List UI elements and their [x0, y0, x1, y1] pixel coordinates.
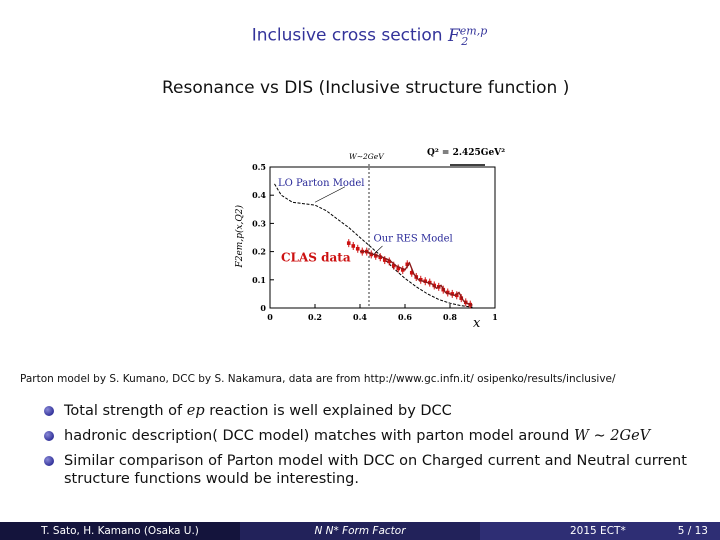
bullet-math: W ∼ 2GeV: [574, 428, 651, 444]
clas-data-point: [351, 244, 355, 248]
x-tick-label: 0.4: [353, 312, 367, 322]
clas-data-label: CLAS data: [281, 250, 351, 265]
slide-title-sup: em,p: [459, 24, 488, 37]
bullet-dot-icon: [44, 431, 54, 441]
clas-data-point: [356, 247, 360, 251]
bullet-math: ep: [186, 403, 205, 419]
x-tick-label: 0.6: [398, 312, 412, 322]
slide-footnote: Parton model by S. Kumano, DCC by S. Nakamura, data are from http://www.gc.infn.it/ osipenko/results/inclusive/: [20, 373, 616, 385]
footer-right: [480, 522, 720, 540]
bullet-text-post: reaction is well explained by DCC: [204, 403, 452, 419]
x-tick-label: 0: [267, 312, 273, 322]
bullet-list: [44, 402, 694, 495]
slide-title-symbol: [447, 24, 488, 49]
footer-page-number: 5 / 13: [677, 525, 708, 537]
y-tick-label: 0.5: [252, 162, 266, 172]
bullet-item: [44, 402, 694, 420]
bullet-dot-icon: [44, 406, 54, 416]
w-marker-label: W∼2GeV: [349, 152, 384, 161]
slide-footer: [0, 522, 720, 540]
structure-function-chart: [215, 140, 535, 340]
slide-title: [0, 24, 720, 48]
y-tick-label: 0: [260, 303, 266, 313]
footer-event: 2015 ECT*: [570, 525, 626, 537]
parton-model-label: LO Parton Model: [278, 177, 365, 189]
y-tick-label: 0.4: [252, 190, 266, 201]
slide-title-text: Inclusive cross section: [251, 25, 443, 46]
bullet-item: [44, 452, 694, 488]
slide-title-F: F: [447, 25, 460, 46]
footer-authors: T. Sato, H. Kamano (Osaka U.): [0, 522, 240, 540]
y-tick-label: 0.2: [252, 246, 266, 257]
x-tick-label: 1: [492, 312, 498, 322]
bullet-text-pre: Similar comparison of Parton model with DCC on Charged current and Neutral current structure functions would be interesting.: [64, 453, 687, 487]
y-tick-label: 0.1: [252, 274, 266, 285]
slide-title-sub: 2: [461, 35, 469, 49]
x-tick-label: 0.8: [443, 312, 457, 322]
q2-label: Q² = 2.425GeV²: [427, 148, 506, 158]
res-model-label: Our RES Model: [373, 233, 453, 245]
x-axis-label: x: [473, 316, 481, 331]
y-axis-label: F2em,p(x,Q2): [235, 204, 245, 268]
bullet-item: [44, 427, 694, 445]
parton-pointer: [315, 187, 345, 203]
bullet-text-pre: Total strength of: [64, 403, 187, 419]
structure-function-figure: [215, 140, 535, 340]
bullet-dot-icon: [44, 456, 54, 466]
footer-topic: N N* Form Factor: [240, 522, 480, 540]
slide-subtitle: Resonance vs DIS (Inclusive structure function ): [162, 78, 570, 98]
bullet-text-pre: hadronic description( DCC model) matches with parton model around: [64, 428, 574, 444]
x-tick-label: 0.2: [308, 312, 322, 322]
clas-data-point: [347, 241, 351, 245]
y-tick-label: 0.3: [252, 218, 266, 229]
